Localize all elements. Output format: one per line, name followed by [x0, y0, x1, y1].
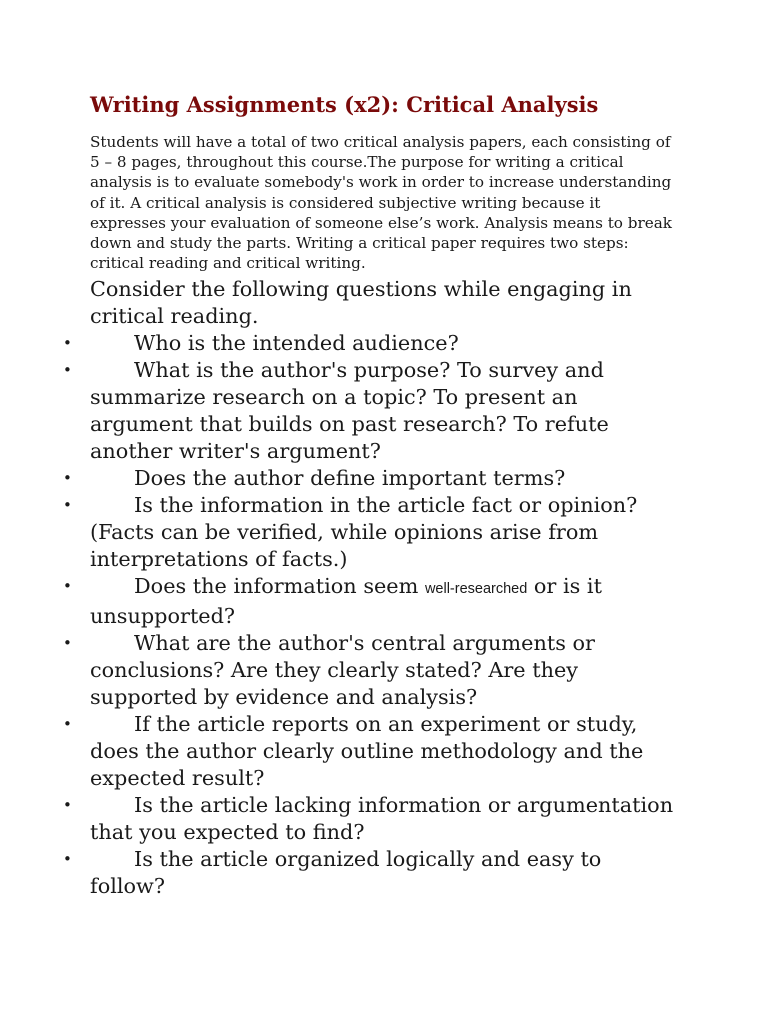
question-text: What are the author's central arguments or conclusions? Are they clearly stated? Are they supported by evidence and analysis?: [90, 631, 595, 710]
question-text: Is the information in the article fact or opinion? (Facts can be verified, while opinions arise from interpretations of facts.): [90, 493, 638, 572]
question-text: If the article reports on an experiment or study, does the author clearly outline methodology and the expected result?: [90, 712, 644, 791]
list-item: [63, 630, 680, 711]
bullet-icon: •: [63, 496, 72, 515]
question-text: Is the article lacking information or argumentation that you expected to find?: [90, 793, 674, 845]
bullet-icon: •: [63, 577, 72, 596]
list-item: [63, 330, 680, 357]
bullet-icon: •: [63, 850, 72, 869]
list-item: [63, 792, 680, 846]
page-title: Writing Assignments (x2): Critical Analysis: [90, 92, 599, 117]
question-text-before: Does the information seem: [134, 574, 425, 599]
question-text: Who is the intended audience?: [134, 331, 459, 356]
question-text: Does the author define important terms?: [134, 466, 566, 491]
list-item: [63, 846, 680, 900]
question-text-after: or is it unsupported?: [90, 574, 602, 629]
bullet-icon: •: [63, 796, 72, 815]
bullet-icon: •: [63, 361, 72, 380]
intro-paragraph: Students will have a total of two critical analysis papers, each consisting of 5 – 8 pages, throughout this course.The purpose for writing a critical analysis is to evaluate somebody's work in order to increase understanding of it. A critical analysis is considered subjective writing because it expresses your evaluation of someone else’s work. Analysis means to break down and study the parts. Writing a critical paper requires two steps: critical reading and critical writing.: [90, 133, 673, 273]
bullet-icon: •: [63, 469, 72, 488]
lead-paragraph: Consider the following questions while engaging in critical reading.: [90, 277, 632, 329]
list-item: [63, 573, 680, 630]
question-text: Is the article organized logically and easy to follow?: [90, 847, 602, 899]
question-text-small: well-researched: [424, 581, 528, 598]
bullet-icon: •: [63, 715, 72, 734]
questions-list: [63, 330, 690, 900]
bullet-icon: •: [63, 334, 72, 353]
list-item: [63, 492, 680, 573]
list-item: [63, 711, 680, 792]
bullet-icon: •: [63, 634, 72, 653]
document-page: [63, 90, 690, 900]
list-item: [63, 465, 680, 492]
question-text: What is the author's purpose? To survey and summarize research on a topic? To present an argument that builds on past research? To refute another writer's argument?: [90, 358, 609, 464]
list-item: [63, 357, 680, 465]
